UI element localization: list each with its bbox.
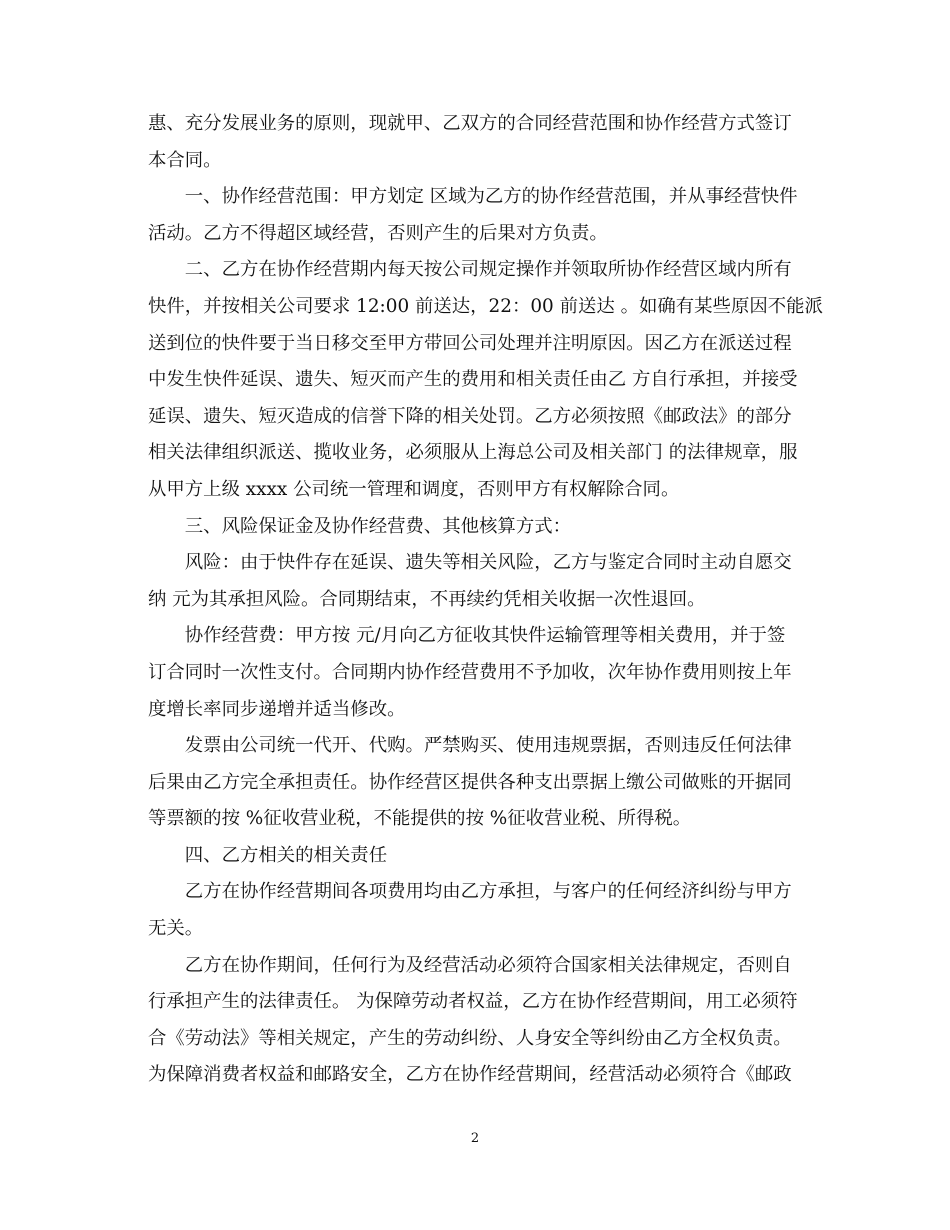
text-line: 发票由公司统一代开、代购。严禁购买、使用违规票据，否则违反任何法律 [148, 735, 792, 757]
text-line: 中发生快件延误、遗失、短灭而产生的费用和相关责任由乙 方自行承担，并接受 [148, 369, 798, 391]
text-line: 相关法律组织派送、揽收业务，必须服从上海总公司及相关部门 的法律规章，服 [148, 442, 798, 464]
text-line: 送到位的快件要于当日移交至甲方带回公司处理并注明原因。因乙方在派送过程 [148, 332, 792, 354]
text-line: 一、协作经营范围：甲方划定 区域为乙方的协作经营范围，并从事经营快件 [148, 186, 798, 208]
text-line: 行承担产生的法律责任。 为保障劳动者权益，乙方在协作经营期间，用工必须符 [148, 991, 798, 1013]
text-line: 为保障消费者权益和邮路安全，乙方在协作经营期间，经营活动必须符合《邮政 [148, 1064, 792, 1086]
text-line: 活动。乙方不得超区域经营，否则产生的后果对方负责。 [148, 222, 608, 244]
text-line: 从甲方上级 xxxx 公司统一管理和调度，否则甲方有权解除合同。 [148, 478, 680, 500]
text-line: 纳 元为其承担风险。合同期结束，不再续约凭相关收据一次性退回。 [148, 588, 706, 610]
document-body [148, 106, 823, 1094]
text-line: 本合同。 [148, 149, 222, 171]
text-line: 二、乙方在协作经营期内每天按公司规定操作并领取所协作经营区域内所有 [148, 259, 792, 281]
text-line: 乙方在协作期间，任何行为及经营活动必须符合国家相关法律规定，否则自 [148, 954, 792, 976]
text-line: 四、乙方相关的相关责任 [148, 844, 388, 866]
text-line: 订合同时一次性支付。合同期内协作经营费用不予加收，次年协作费用则按上年 [148, 661, 792, 683]
text-line: 惠、充分发展业务的原则，现就甲、乙双方的合同经营范围和协作经营方式签订 [148, 113, 792, 134]
text-line: 合《劳动法》等相关规定，产生的劳动纠纷、人身安全等纠纷由乙方全权负责。 [148, 1027, 792, 1049]
text-line: 协作经营费：甲方按 元/月向乙方征收其快件运输管理等相关费用，并于签 [148, 625, 786, 647]
text-line: 无关。 [148, 918, 204, 940]
text-line: 延误、遗失、短灭造成的信誉下降的相关处罚。乙方必须按照《邮政法》的部分 [148, 405, 792, 427]
page-number: 2 [470, 1131, 480, 1146]
text-line: 乙方在协作经营期间各项费用均由乙方承担，与客户的任何经济纠纷与甲方 [148, 881, 792, 903]
text-line: 三、风险保证金及协作经营费、其他核算方式： [148, 515, 571, 537]
text-line: 度增长率同步递增并适当修改。 [148, 698, 406, 720]
text-line: 风险：由于快件存在延误、遗失等相关风险，乙方与鉴定合同时主动自愿交 [148, 552, 792, 574]
text-line: 快件，并按相关公司要求 12:00 前送达，22：00 前送达 。如确有某些原因不能派 [148, 295, 823, 317]
text-line: 等票额的按 %征收营业税，不能提供的按 %征收营业税、所得税。 [148, 808, 692, 830]
text-line: 后果由乙方完全承担责任。协作经营区提供各种支出票据上缴公司做账的开据同 [148, 771, 792, 793]
